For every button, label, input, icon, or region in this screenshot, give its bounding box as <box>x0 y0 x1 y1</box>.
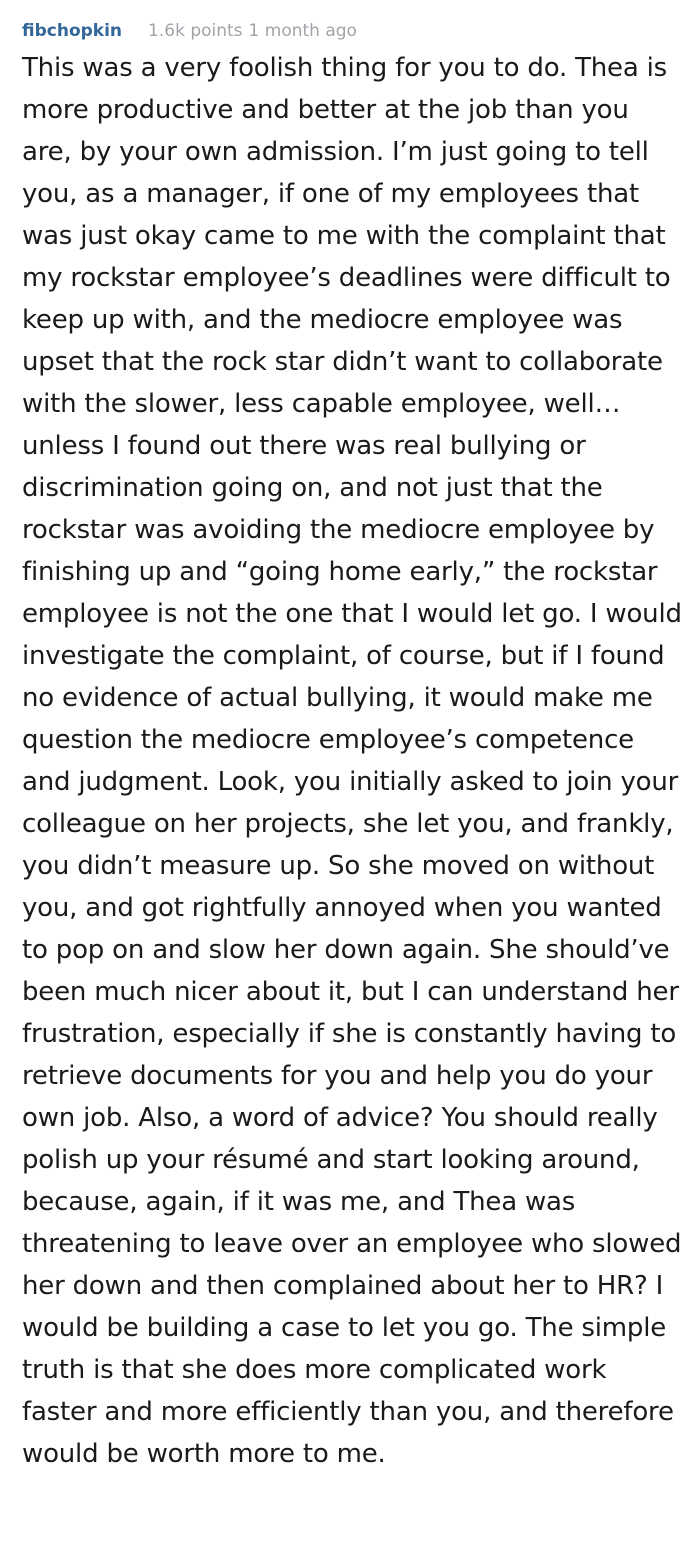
comment-meta <box>22 19 357 43</box>
comment-body: This was a very foolish thing for you to do. Thea is more productive and better at the job than you are, by your own admission. I’m just going to tell you, as a manager, if one of my employees that was just okay came to me with the complaint that my rockstar employee’s deadlines were difficult to keep up with, and the mediocre employee was upset that the rock star didn’t want to collaborate with the slower, less capable employee, well… unless I found out there was real bullying or discrimination going on, and not just that the rockstar was avoiding the mediocre employee by finishing up and “going home early,” the rockstar employee is not the one that I would let go. I would investigate the complaint, of course, but if I found no evidence of actual bullying, it would make me question the mediocre employee’s competence and judgment. Look, you initially asked to join your colleague on her projects, she let you, and frankly, you didn’t measure up. So she moved on without you, and got rightfully annoyed when you wanted to pop on and slow her down again. She should’ve been much nicer about it, but I can understand her frustration, especially if she is constantly having to retrieve documents for you and help you do your own job. Also, a word of advice? You should really polish up your résumé and start looking around, because, again, if it was me, and Thea was threatening to leave over an employee who slowed her down and then complained about her to HR? I would be building a case to let you go. The simple truth is that she does more complicated work faster and more efficiently than you, and therefore would be worth more to me. <box>22 53 682 1469</box>
comment-author-link[interactable]: fibchopkin <box>22 21 123 41</box>
comment-timestamp: 1 month ago <box>248 21 357 41</box>
comment-points: 1.6k points <box>148 21 243 41</box>
